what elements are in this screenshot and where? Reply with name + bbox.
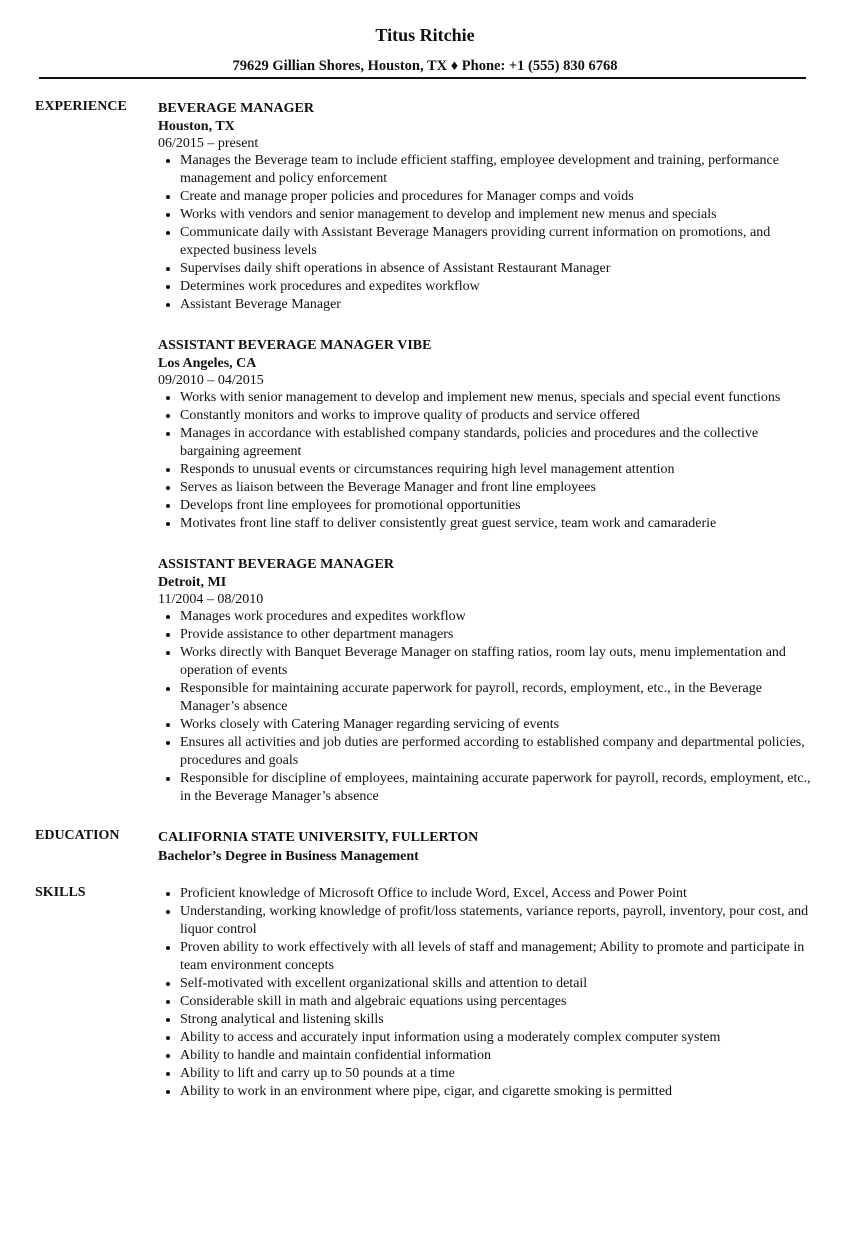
responsibility-item: • Manages work procedures and expedites workflow bbox=[180, 608, 818, 626]
responsibility-item: • Provide assistance to other department managers bbox=[180, 626, 818, 644]
job-title: BEVERAGE MANAGER bbox=[158, 101, 314, 116]
skill-item: • Ability to lift and carry up to 50 pounds at a time bbox=[180, 1065, 818, 1083]
section-title-education: EDUCATION bbox=[35, 828, 120, 843]
responsibility-item: • Develops front line employees for promotional opportunities bbox=[180, 497, 818, 515]
job-title: ASSISTANT BEVERAGE MANAGER bbox=[158, 557, 394, 572]
responsibility-item: • Works closely with Catering Manager regarding servicing of events bbox=[180, 716, 818, 734]
skill-item: • Ability to handle and maintain confidential information bbox=[180, 1047, 818, 1065]
header-divider bbox=[39, 77, 806, 79]
responsibility-item: • Create and manage proper policies and procedures for Manager comps and voids bbox=[180, 188, 818, 206]
responsibility-item: • Ensures all activities and job duties are performed according to established company and departmental policies, procedures and goals bbox=[180, 734, 818, 770]
job-location: Houston, TX bbox=[158, 119, 235, 134]
responsibility-item: • Responsible for discipline of employees, maintaining accurate paperwork for payroll, records, employment, etc., in the Beverage Manager’s absence bbox=[180, 770, 818, 806]
responsibility-item: • Works with vendors and senior management to develop and implement new menus and specials bbox=[180, 206, 818, 224]
responsibility-item: • Supervises daily shift operations in absence of Assistant Restaurant Manager bbox=[180, 260, 818, 278]
skills-list bbox=[158, 885, 818, 1101]
job-dates: 11/2004 – 08/2010 bbox=[158, 592, 264, 607]
skill-item: • Self-motivated with excellent organizational skills and attention to detail bbox=[180, 975, 818, 993]
degree: Bachelor’s Degree in Business Management bbox=[158, 849, 419, 864]
responsibility-item: • Works directly with Banquet Beverage Manager on staffing ratios, room lay outs, menu implementation and operation of events bbox=[180, 644, 818, 680]
job-location: Los Angeles, CA bbox=[158, 356, 257, 371]
education-section bbox=[0, 826, 860, 866]
experience-section bbox=[0, 97, 860, 806]
job-entry bbox=[158, 553, 818, 806]
job-location: Detroit, MI bbox=[158, 575, 227, 590]
job-entry bbox=[158, 334, 818, 533]
job-responsibilities bbox=[158, 608, 818, 806]
responsibility-item: • Manages in accordance with established company standards, policies and procedures and the collective bargaining agreement bbox=[180, 425, 818, 461]
responsibility-item: • Manages the Beverage team to include efficient staffing, employee development and training, performance management and policy enforcement bbox=[180, 152, 818, 188]
skill-item: • Considerable skill in math and algebraic equations using percentages bbox=[180, 993, 818, 1011]
responsibility-item: • Works with senior management to develop and implement new menus, specials and special event functions bbox=[180, 389, 818, 407]
responsibility-item: • Responds to unusual events or circumstances requiring high level management attention bbox=[180, 461, 818, 479]
responsibility-item: • Serves as liaison between the Beverage Manager and front line employees bbox=[180, 479, 818, 497]
skill-item: • Understanding, working knowledge of profit/loss statements, variance reports, payroll, inventory, pour cost, and liquor control bbox=[180, 903, 818, 939]
responsibility-item: • Determines work procedures and expedites workflow bbox=[180, 278, 818, 296]
school-name: CALIFORNIA STATE UNIVERSITY, FULLERTON bbox=[158, 830, 479, 845]
job-dates: 09/2010 – 04/2015 bbox=[158, 373, 264, 388]
candidate-name: Titus Ritchie bbox=[375, 25, 475, 45]
skill-item: • Ability to access and accurately input information using a moderately complex computer system bbox=[180, 1029, 818, 1047]
job-dates: 06/2015 – present bbox=[158, 136, 259, 151]
job-responsibilities bbox=[158, 389, 818, 533]
section-title-skills: SKILLS bbox=[35, 885, 86, 900]
responsibility-item: • Responsible for maintaining accurate paperwork for payroll, records, employment, etc., in the Beverage Manager’s absence bbox=[180, 680, 818, 716]
contact-line: 79629 Gillian Shores, Houston, TX ♦ Phone: +1 (555) 830 6768 bbox=[232, 58, 618, 74]
job-responsibilities bbox=[158, 152, 818, 314]
skill-item: • Proficient knowledge of Microsoft Office to include Word, Excel, Access and Power Point bbox=[180, 885, 818, 903]
responsibility-item: • Communicate daily with Assistant Beverage Managers providing current information on promotions, and expected business levels bbox=[180, 224, 818, 260]
responsibility-item: • Constantly monitors and works to improve quality of products and service offered bbox=[180, 407, 818, 425]
experience-list bbox=[158, 97, 818, 806]
skill-item: • Ability to work in an environment where pipe, cigar, and cigarette smoking is permitted bbox=[180, 1083, 818, 1101]
responsibility-item: • Motivates front line staff to deliver consistently great guest service, team work and camaraderie bbox=[180, 515, 818, 533]
responsibility-item: • Assistant Beverage Manager bbox=[180, 296, 818, 314]
resume-content bbox=[0, 97, 860, 1101]
skills-section bbox=[0, 883, 860, 1101]
job-entry bbox=[158, 97, 818, 314]
education-entry bbox=[158, 826, 818, 866]
job-title: ASSISTANT BEVERAGE MANAGER VIBE bbox=[158, 338, 432, 353]
skill-item: • Proven ability to work effectively with all levels of staff and management; Ability to promote and participate in team environment concepts bbox=[180, 939, 818, 975]
skill-item: • Strong analytical and listening skills bbox=[180, 1011, 818, 1029]
skills-body bbox=[158, 883, 818, 1101]
section-title-experience: EXPERIENCE bbox=[35, 99, 127, 114]
